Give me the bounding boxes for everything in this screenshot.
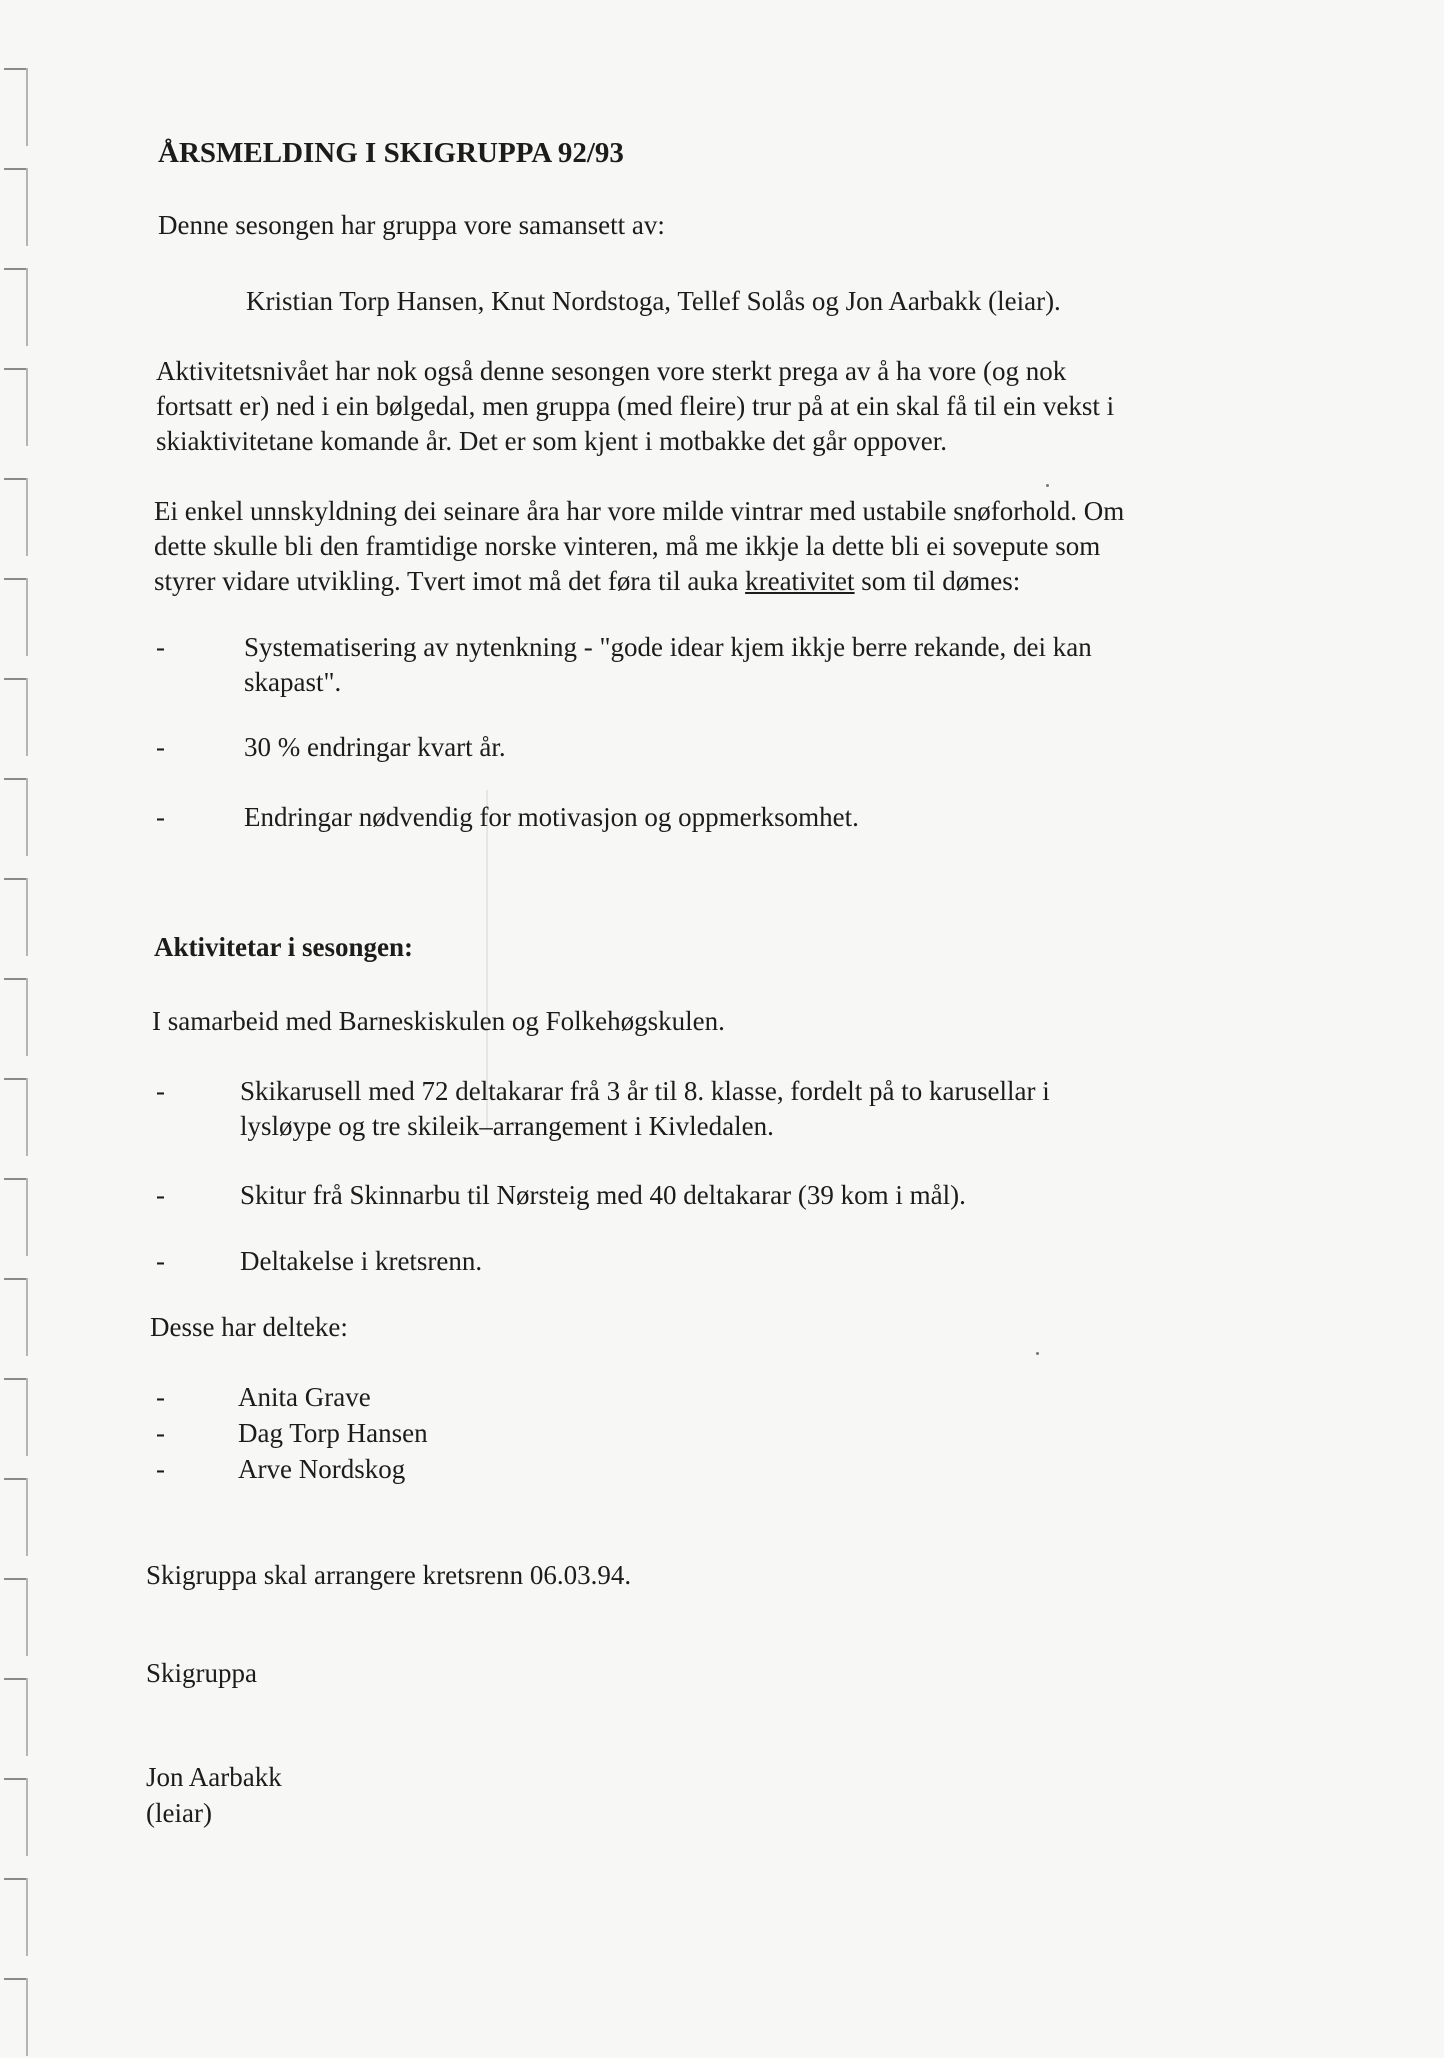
list-item: lysløype og tre skileik–arrangement i Kivledalen.	[240, 1111, 774, 1141]
participant-name: Anita Grave	[238, 1382, 371, 1412]
list-item: Endringar nødvendig for motivasjon og oppmerksomhet.	[244, 802, 859, 832]
signature-name: Jon Aarbakk	[146, 1762, 282, 1792]
scan-speck	[1046, 484, 1049, 487]
binder-mark	[4, 778, 30, 858]
member-list: Kristian Torp Hansen, Knut Nordstoga, Tellef Solås og Jon Aarbakk (leiar).	[246, 286, 1061, 316]
binder-mark	[4, 578, 30, 658]
intro-text: Denne sesongen har gruppa vore samansett av:	[158, 210, 665, 240]
binder-mark	[4, 1078, 30, 1158]
binder-mark	[4, 1678, 30, 1758]
binder-mark	[4, 1178, 30, 1258]
cooperation-text: I samarbeid med Barneskiskulen og Folkehøgskulen.	[152, 1006, 725, 1036]
bullet-dash: -	[156, 1382, 165, 1412]
paragraph-1-line: fortsatt er) ned i ein bølgedal, men gruppa (med fleire) trur på at ein skal få til ein vekst i	[156, 391, 1115, 421]
document-title: ÅRSMELDING I SKIGRUPPA 92/93	[158, 137, 624, 169]
binder-mark	[4, 1978, 30, 2058]
binder-mark	[4, 1478, 30, 1558]
paragraph-2-line	[154, 564, 1020, 599]
binder-mark	[4, 878, 30, 958]
bullet-dash: -	[156, 732, 165, 762]
binder-mark	[4, 978, 30, 1058]
scan-speck	[1036, 1352, 1039, 1355]
binder-mark	[4, 678, 30, 758]
underlined-word: kreativitet	[745, 566, 855, 596]
list-item: Skitur frå Skinnarbu til Nørsteig med 40 deltakarar (39 kom i mål).	[240, 1180, 966, 1210]
list-item: skapast".	[244, 667, 342, 697]
bullet-dash: -	[156, 1454, 165, 1484]
section-heading: Aktivitetar i sesongen:	[154, 932, 413, 962]
binder-mark	[4, 168, 30, 248]
list-item: Systematisering av nytenkning - "gode idear kjem ikkje berre rekande, dei kan	[244, 632, 1092, 662]
event-notice: Skigruppa skal arrangere kretsrenn 06.03.94.	[146, 1560, 632, 1590]
bullet-dash: -	[156, 1076, 165, 1106]
binder-hole-marks	[0, 0, 40, 2048]
participant-name: Arve Nordskog	[238, 1454, 406, 1484]
paragraph-1-line: Aktivitetsnivået har nok også denne sesongen vore sterkt prega av å ha vore (og nok	[156, 356, 1067, 386]
binder-mark	[4, 1778, 30, 1858]
binder-mark	[4, 368, 30, 448]
binder-mark	[4, 1278, 30, 1358]
bullet-dash: -	[156, 802, 165, 832]
list-item: 30 % endringar kvart år.	[244, 732, 506, 762]
binder-mark	[4, 268, 30, 348]
list-item: Deltakelse i kretsrenn.	[240, 1246, 483, 1276]
binder-mark	[4, 1378, 30, 1458]
bullet-dash: -	[156, 632, 165, 662]
signature-role: (leiar)	[146, 1798, 212, 1828]
paragraph-2-line: dette skulle bli den framtidige norske vinteren, må me ikkje la dette bli ei sovepute som	[154, 531, 1101, 561]
binder-mark	[4, 1578, 30, 1658]
bullet-dash: -	[156, 1246, 165, 1276]
participant-name: Dag Torp Hansen	[238, 1418, 428, 1448]
paragraph-2-text: styrer vidare utvikling. Tvert imot må det føra til auka	[154, 566, 746, 596]
participants-intro: Desse har delteke:	[150, 1312, 348, 1342]
signoff: Skigruppa	[146, 1658, 257, 1688]
bullet-dash: -	[156, 1418, 165, 1448]
bullet-dash: -	[156, 1180, 165, 1210]
list-item: Skikarusell med 72 deltakarar frå 3 år til 8. klasse, fordelt på to karusellar i	[240, 1076, 1050, 1106]
paragraph-1-line: skiaktivitetane komande år. Det er som kjent i motbakke det går oppover.	[156, 426, 948, 456]
binder-mark	[4, 68, 30, 148]
paragraph-2-line: Ei enkel unnskyldning dei seinare åra har vore milde vintrar med ustabile snøforhold. Om	[154, 496, 1125, 526]
binder-mark	[4, 478, 30, 558]
binder-mark	[4, 1878, 30, 1958]
paragraph-2-text: som til dømes:	[854, 566, 1021, 596]
